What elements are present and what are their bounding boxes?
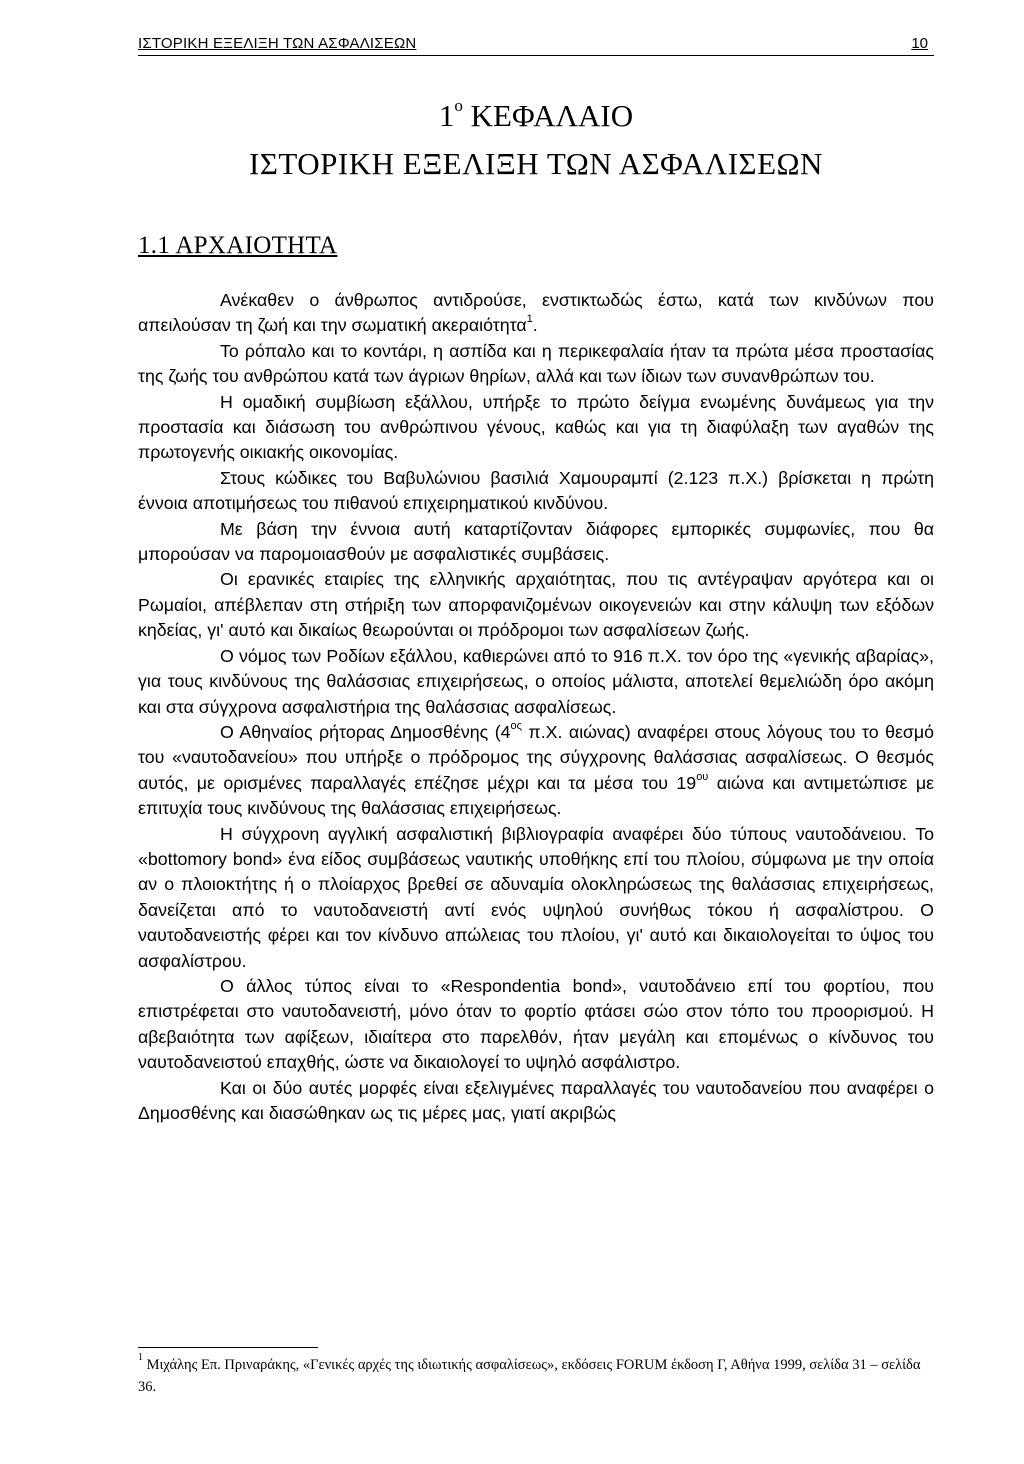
footnote-ref-1: 1 xyxy=(526,313,533,326)
paragraph-1-end: . xyxy=(532,315,538,336)
body-text xyxy=(138,288,934,1126)
running-header xyxy=(138,33,934,56)
chapter-number-value: 1 xyxy=(438,98,455,133)
paragraph-6: Οι ερανικές εταιρίες της ελληνικής αρχαιότητας, που τις αντέγραψαν αργότερα και οι Ρωμαίοι, απέβλεπαν στη στήριξη των απορφανιζομένων οικογενειών και στην κάλυψη των εξόδων κηδείας, γι' αυτό και δικαίως θεωρούνται οι πρόδρομοι των ασφαλίσεων ζωής. xyxy=(138,569,934,641)
paragraph-8-sup-2: ου xyxy=(696,770,709,783)
footnote-1 xyxy=(138,1350,934,1398)
footnotes xyxy=(138,1348,934,1398)
chapter-title: ΙΣΤΟΡΙΚΗ ΕΞΕΛΙΞΗ ΤΩΝ ΑΣΦΑΛΙΣΕΩΝ xyxy=(249,146,823,181)
paragraph-1-text: Ανέκαθεν ο άνθρωπος αντιδρούσε, ενστικτωδώς έστω, κατά των κινδύνων που απειλούσαν τη ζωή και την σωματική ακεραιότητα xyxy=(138,290,934,336)
paragraph-4: Στους κώδικες του Βαβυλώνιου βασιλιά Χαμουραμπί (2.123 π.Χ.) βρίσκεται η πρώτη έννοια αποτιμήσεως του πιθανού επιχειρηματικού κινδύνου. xyxy=(138,467,934,514)
paragraph-5: Με βάση την έννοια αυτή καταρτίζονταν διάφορες εμπορικές συμφωνίες, που θα μπορούσαν να παρομοιασθούν με ασφαλιστικές συμβάσεις. xyxy=(138,518,934,565)
chapter-number-superscript: ο xyxy=(454,96,463,115)
paragraph-8-text-a: Ο Αθηναίος ρήτορας Δημοσθένης (4 xyxy=(220,721,511,742)
paragraph-8-text-b: π.Χ. αιώνας) αναφέρει στους λόγους του το θεσμό του «ναυτοδανείου» που υπήρξε ο πρόδρομος της σύγχρονης θαλάσσιας ασφαλίσεως. Ο θεσμός αυτός, με ορισμένες παραλλαγές επέζησε μέχρι και τα μέσα του 19 xyxy=(138,721,934,793)
paragraph-8-sup-1: ος xyxy=(510,719,522,732)
footnote-divider xyxy=(138,1347,318,1348)
paragraph-8 xyxy=(138,720,934,822)
paragraph-7: Ο νόμος των Ροδίων εξάλλου, καθιερώνει από το 916 π.Χ. τον όρο της «γενικής αβαρίας», για τους κινδύνους της θαλάσσιας επιχειρήσεως, ο οποίος μάλιστα, αποτελεί θεμελιώδη όρο ακόμη και στα σύγχρονα ασφαλιστήρια της θαλάσσιας ασφαλίσεως. xyxy=(138,645,934,717)
paragraph-9: Η σύγχρονη αγγλική ασφαλιστική βιβλιογραφία αναφέρει δύο τύπους ναυτοδάνειου. Το «bottomory bond» ένα είδος συμβάσεως ναυτικής υποθήκης επί του πλοίου, σύμφωνα με την οποία αν ο πλοιοκτήτης ή ο πλοίαρχος βρεθεί σε αδυναμία ολοκληρώσεως της θαλάσσιας επιχειρήσεως, δανείζεται από το ναυτοδανειστή αντί ενός υψηλού συνήθως τόκου ή ασφαλίστρου. Ο ναυτοδανειστής φέρει και τον κίνδυνο απώλειας του πλοίου, γι' αυτό και δικαιολογείται το ύψος του ασφαλίστρου. xyxy=(138,823,934,971)
running-header-title: ΙΣΤΟΡΙΚΗ ΕΞΕΛΙΞΗ ΤΩΝ ΑΣΦΑΛΙΣΕΩΝ xyxy=(138,35,417,52)
footnote-1-text: Μιχάλης Επ. Πριναράκης, «Γενικές αρχές της ιδιωτικής ασφαλίσεως», εκδόσεις FORUM έκδοση Γ, Αθήνα 1999, σελίδα 31 – σελίδα 36. xyxy=(138,1356,921,1395)
page-number: 10 xyxy=(911,35,928,52)
section-heading: 1.1 ΑΡΧΑΙΟΤΗΤΑ xyxy=(138,232,338,259)
paragraph-2: Το ρόπαλο και το κοντάρι, η ασπίδα και η περικεφαλαία ήταν τα πρώτα μέσα προστασίας της ζωής του ανθρώπου κατά των άγριων θηρίων, αλλά και των ίδιων των συνανθρώπων του. xyxy=(138,340,934,387)
paragraph-3: Η ομαδική συμβίωση εξάλλου, υπήρξε το πρώτο δείγμα ενωμένης δυνάμεως για την προστασία και διάσωση του ανθρώπινου γένους, καθώς και για τη διαφύλαξη των αγαθών της πρωτογενής οικιακής οικονομίας. xyxy=(138,391,934,463)
paragraph-8-text-c: αιώνα και αντιμετώπισε με επιτυχία τους κινδύνους της θαλάσσιας επιχειρήσεως. xyxy=(138,772,934,819)
paragraph-1 xyxy=(138,288,934,339)
chapter-label: ΚΕΦΑΛΑΙΟ xyxy=(470,98,634,133)
paragraph-10: Ο άλλος τύπος είναι το «Respondentia bond», ναυτοδάνειο επί του φορτίου, που επιστρέφεται στο ναυτοδανειστή, μόνο όταν το φορτίο φτάσει σώο στον τόπο του προορισμού. Η αβεβαιότητα των αφίξεων, ιδιαίτερα στο παρελθόν, ήταν μεγάλη και επομένως ο κίνδυνος του ναυτοδανειστού επαχθής, ώστε να δικαιολογεί το υψηλό ασφάλιστρο. xyxy=(138,975,934,1073)
chapter-number xyxy=(138,98,934,134)
paragraph-11: Και οι δύο αυτές μορφές είναι εξελιγμένες παραλλαγές του ναυτοδανείου που αναφέρει ο Δημοσθένης και διασώθηκαν ως τις μέρες μας, γιατί ακριβώς xyxy=(138,1077,934,1123)
footnote-1-number: 1 xyxy=(138,1352,143,1363)
